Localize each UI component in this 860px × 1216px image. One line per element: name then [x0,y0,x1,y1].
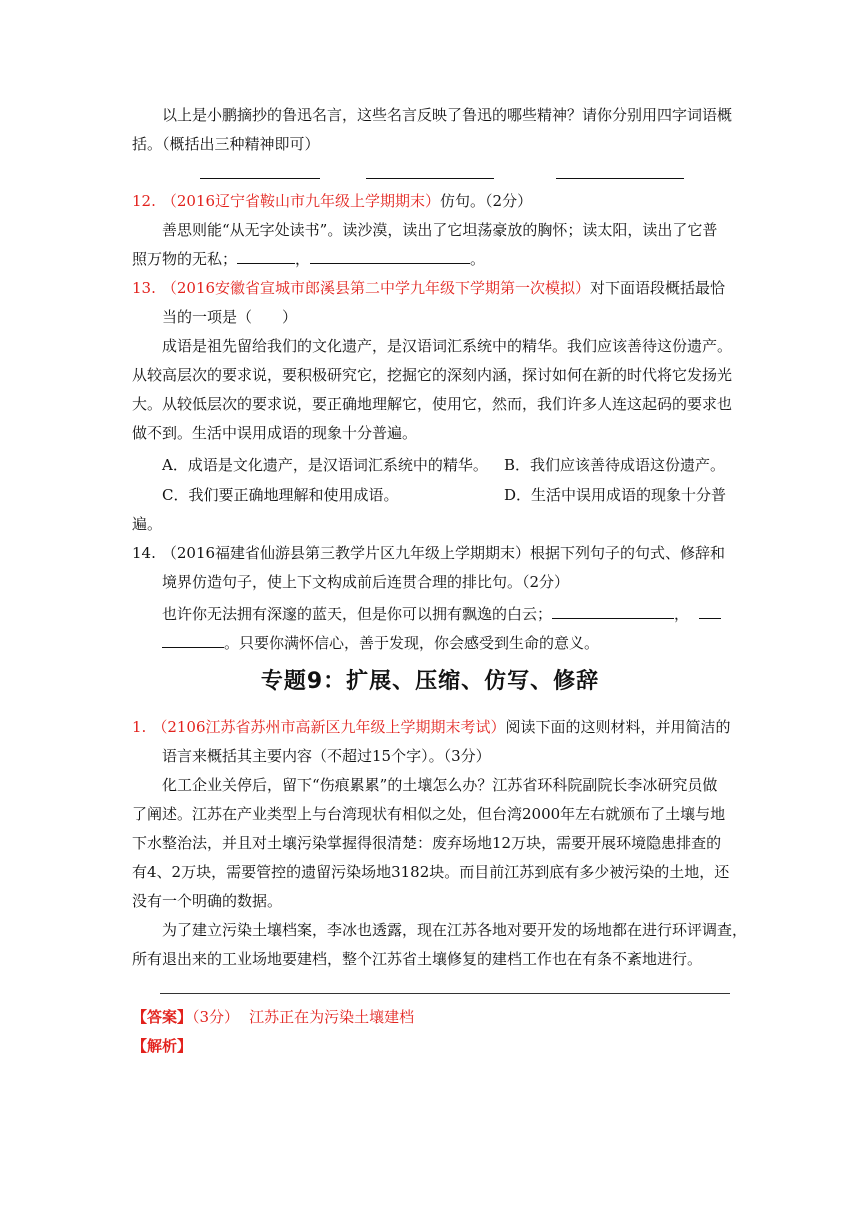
section-title: 专题9：扩展、压缩、仿写、修辞 [260,669,600,694]
q13-options-cd [162,481,730,509]
intro-line-2: 括。（概括出三种精神即可） [132,135,320,153]
q1-paragraph-2: 了阐述。江苏在产业类型上与台湾现状有相似之处，但台湾2000年左右就颁布了土壤与地 [132,805,726,823]
option-a: A．成语是文化遗产，是汉语词汇系统中的精华。 [162,456,488,474]
option-c: C．我们要正确地理解和使用成语。 [162,486,399,504]
q13-options-ab [162,451,730,479]
q12-header [132,187,730,215]
q12-text-1: 善思则能“从无字处读书”。读沙漠，读出了它坦荡豪放的胸怀；读太阳，读出了它普 [162,221,718,239]
q1-prompt-2: 语言来概括其主要内容（不超过15个字）。（3分） [162,747,491,765]
q13-paragraph-1: 成语是祖先留给我们的文化遗产，是汉语词汇系统中的精华。我们应该善待这份遗产。 [162,337,733,355]
q14-number: 14. [132,544,156,562]
q12-source: （2016辽宁省鞍山市九年级上学期期末） [161,192,441,210]
answer-blank-2 [366,178,494,179]
answer-divider [160,993,730,994]
q1-paragraph-3: 下水整治法，并且对土壤污染掌握得很清楚：废弃场地12万块，需要开展环境隐患排查的 [132,834,722,852]
q13-prompt-2: 当的一项是（ ） [162,308,298,326]
intro-line-1: 以上是小鹏摘抄的鲁迅名言，这些名言反映了鲁迅的哪些精神？请你分别用四字词语概 [162,106,733,124]
q12-blank-2 [310,247,470,264]
q13-prompt: 对下面语段概括最恰 [590,279,726,297]
answer-score: （3分） [192,1008,240,1026]
q1-header [132,713,730,741]
answer-blank-1 [200,178,320,179]
q1-number: 1. [132,718,147,736]
q14-text-2: 境界仿造句子，使上下文构成前后连贯合理的排比句。（2分） [162,573,570,591]
q1-paragraph-1: 化工企业关停后，留下“伤痕累累”的土壤怎么办？江苏省环科院副院长李冰研究员做 [162,776,718,794]
q12-prompt: 仿句。（2分） [440,192,533,210]
q1-paragraph-7: 所有退出来的工业场地要建档，整个江苏省土壤修复的建档工作也在有条不紊地进行。 [132,950,703,968]
option-b: B．我们应该善待成语这份遗产。 [504,456,726,474]
q14-blank-3 [162,631,224,648]
q14-header [132,539,730,567]
q13-paragraph-4: 做不到。生活中误用成语的现象十分普遍。 [132,424,418,442]
answer-label: 【答案】 [132,1008,193,1026]
q13-source: （2016安徽省宣城市郎溪县第二中学九年级下学期第一次模拟） [161,279,591,297]
q13-paragraph-2: 从较高层次的要求说，要积极研究它，挖掘它的深刻内涵，探讨如何在新的时代将它发扬光 [132,366,733,384]
q14-blank-1 [552,602,674,619]
option-d: D．生活中误用成语的现象十分普 [504,486,727,504]
q13-option-d-wrap: 遍。 [132,515,163,533]
q12-number: 12. [132,192,156,210]
answer-line [132,1003,730,1031]
q1-prompt: 阅读下面的这则材料，并用简洁的 [505,718,731,736]
q14-blank-2 [699,602,721,619]
q13-number: 13. [132,279,156,297]
q12-text-2: 照万物的无私； ， 。 [132,245,730,273]
q14-text-1: （2016福建省仙游县第三教学片区九年级上学期期末）根据下列句子的句式、修辞和 [161,544,726,562]
q1-paragraph-5: 没有一个明确的数据。 [132,892,283,910]
q1-paragraph-6: 为了建立污染土壤档案，李冰也透露，现在江苏各地对要开发的场地都在进行环评调查， [162,921,748,939]
q13-header [132,274,730,302]
q1-paragraph-4: 有4、2万块，需要管控的遗留污染场地3182块。而目前江苏到底有多少被污染的土地，还 [132,863,730,881]
q12-blank-1 [237,247,295,264]
q1-source: （2106江苏省苏州市高新区九年级上学期期末考试） [152,718,506,736]
analysis-label: 【解析】 [132,1037,193,1055]
answer-text: 江苏正在为污染土壤建档 [249,1008,415,1026]
answer-blank-3 [556,178,684,179]
q14-text-4: 。只要你满怀信心，善于发现，你会感受到生命的意义。 [162,629,730,657]
q13-paragraph-3: 大。从较低层次的要求说，要正确地理解它，使用它，然而，我们许多人连这起码的要求也 [132,395,733,413]
q14-text-3: 也许你无法拥有深邃的蓝天，但是你可以拥有飘逸的白云； ， [162,600,730,628]
